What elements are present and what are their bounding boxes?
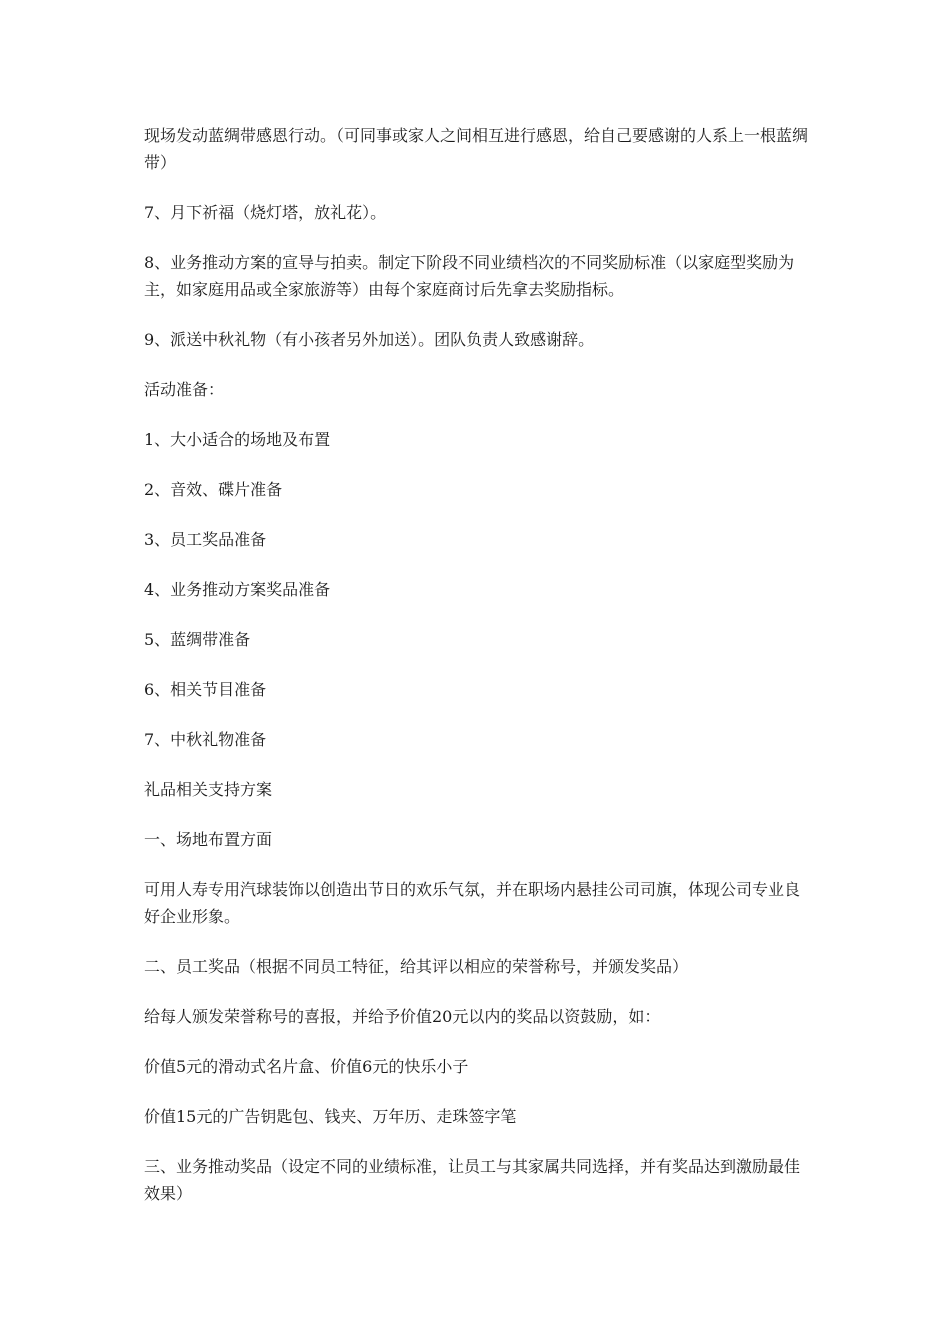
paragraph-business-promotion: 8、业务推动方案的宣导与拍卖。制定下阶段不同业绩档次的不同奖励标准（以家庭型奖励为主，如家庭用品或全家旅游等）由每个家庭商讨后先拿去奖励指标。: [144, 253, 795, 299]
paragraph-moon-blessing: 7、月下祈福（烧灯塔，放礼花）。: [144, 203, 387, 222]
paragraph-blue-ribbon-gratitude: 现场发动蓝绸带感恩行动。（可同事或家人之间相互进行感恩，给自己要感谢的人系上一根蓝绸带）: [144, 126, 809, 172]
paragraph-prize-15-yuan: 价值15元的广告钥匙包、钱夹、万年历、走珠签字笔: [144, 1107, 517, 1126]
list-item-employee-prizes: 3、员工奖品准备: [144, 530, 267, 549]
list-item-gifts: 7、中秋礼物准备: [144, 730, 267, 749]
paragraph-balloon-decoration: 可用人寿专用汽球装饰以创造出节日的欢乐气氛，并在职场内悬挂公司司旗，体现公司专业良好企业形象。: [144, 880, 801, 926]
list-item-blue-ribbon: 5、蓝绸带准备: [144, 630, 251, 649]
heading-activity-preparation: 活动准备：: [144, 380, 225, 399]
paragraph-prize-5-6-yuan: 价值5元的滑动式名片盒、价值6元的快乐小子: [144, 1057, 469, 1076]
document-body: [144, 122, 812, 1230]
paragraph-mid-autumn-gifts: 9、派送中秋礼物（有小孩者另外加送）。团队负责人致感谢辞。: [144, 330, 595, 349]
list-item-venue: 1、大小适合的场地及布置: [144, 430, 331, 449]
section-venue-layout: 一、场地布置方面: [144, 830, 273, 849]
section-business-promotion-prizes: 三、业务推动奖品（设定不同的业绩标准，让员工与其家属共同选择，并有奖品达到激励最佳效果）: [144, 1157, 801, 1203]
section-employee-prizes: 二、员工奖品（根据不同员工特征，给其评以相应的荣誉称号，并颁发奖品）: [144, 957, 689, 976]
list-item-programs: 6、相关节目准备: [144, 680, 267, 699]
heading-gift-support-plan: 礼品相关支持方案: [144, 780, 273, 799]
paragraph-honor-certificate: 给每人颁发荣誉称号的喜报，并给予价值20元以内的奖品以资鼓励，如：: [144, 1007, 661, 1026]
list-item-audio: 2、音效、碟片准备: [144, 480, 283, 499]
list-item-promotion-prizes: 4、业务推动方案奖品准备: [144, 580, 331, 599]
